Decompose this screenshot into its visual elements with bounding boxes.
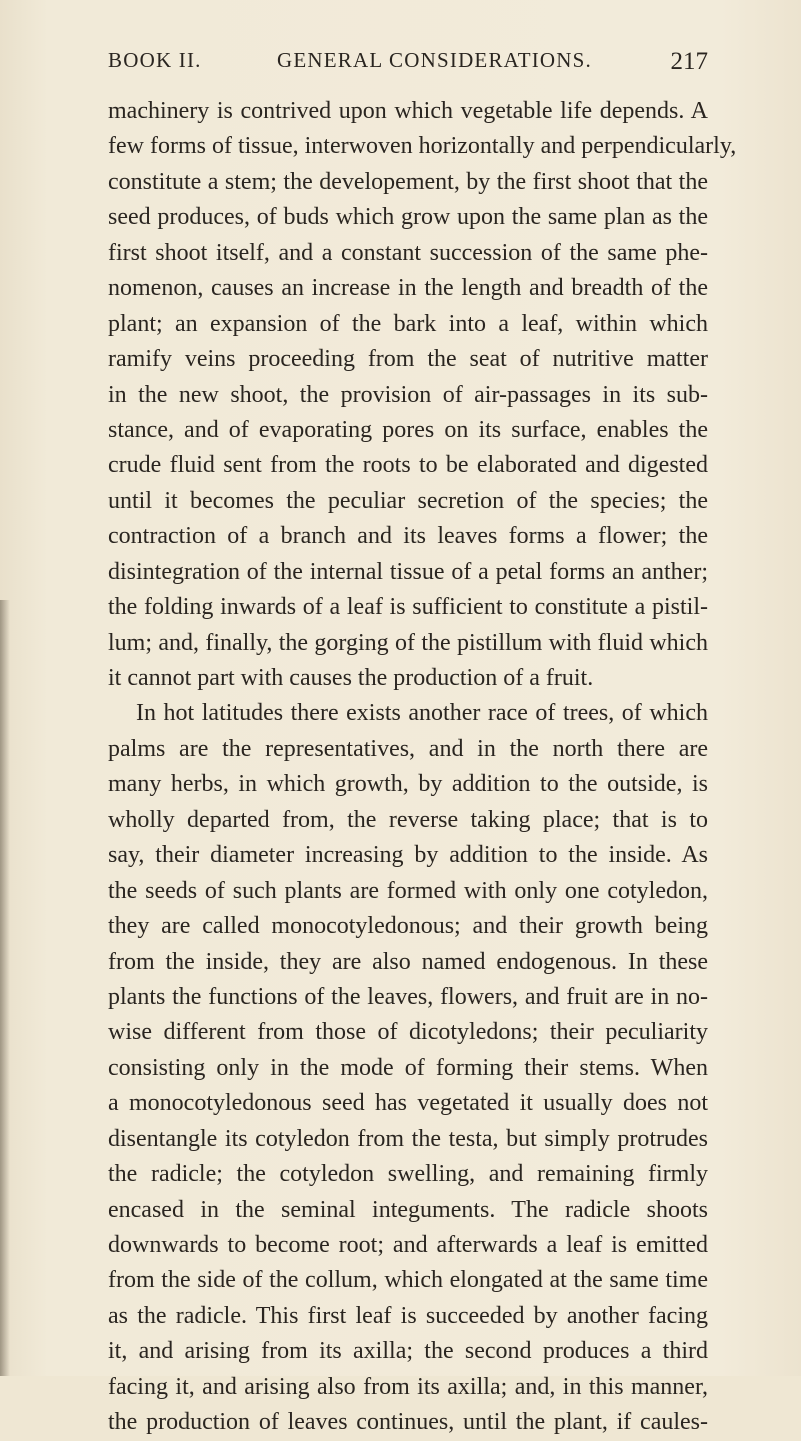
chapter-title: GENERAL CONSIDERATIONS. [277,48,592,72]
text-line: the folding inwards of a leaf is sufficient to constitute a pistil- [108,594,708,621]
text-line: lum; and, finally, the gorging of the pistillum with fluid which [108,629,708,656]
text-line: consisting only in the mode of forming their stems. When [108,1054,708,1081]
text-line: say, their diameter increasing by addition to the inside. As [108,842,708,869]
text-line: it, and arising from its axilla; the second produces a third [108,1338,708,1365]
text-line: plant; an expansion of the bark into a leaf, within which [108,310,708,337]
text-line: seed produces, of buds which grow upon the same plan as the [108,204,708,231]
text-line: the seeds of such plants are formed with only one cotyledon, [108,877,708,904]
text-line: crude fluid sent from the roots to be elaborated and digested [108,452,708,479]
text-line-paragraph-start: In hot latitudes there exists another race of trees, of which [136,700,708,727]
text-line: stance, and of evaporating pores on its surface, enables the [108,416,708,443]
spine-shadow [0,600,10,1376]
text-line: until it becomes the peculiar secretion of the species; the [108,487,708,514]
text-line: the radicle; the cotyledon swelling, and remaining firmly [108,1161,708,1188]
text-line: a monocotyledonous seed has vegetated it usually does not [108,1090,708,1117]
text-line: disintegration of the internal tissue of a petal forms an anther; [108,558,708,585]
text-line: nomenon, causes an increase in the length and breadth of the [108,275,708,302]
book-number: BOOK II. [108,48,202,72]
text-line: plants the functions of the leaves, flowers, and fruit are in no- [108,983,708,1010]
text-line: the production of leaves continues, until the plant, if caules- [108,1409,708,1436]
text-line: disentangle its cotyledon from the testa, but simply protrudes [108,1125,708,1152]
running-head [108,48,708,88]
text-line: they are called monocotyledonous; and their growth being [108,913,708,940]
text-line: wholly departed from, the reverse taking place; that is to [108,806,708,833]
text-line: downwards to become root; and afterwards a leaf is emitted [108,1232,708,1258]
body-text [108,94,737,1441]
text-line: from the side of the collum, which elongated at the same time [108,1267,708,1294]
text-line: in the new shoot, the provision of air-passages in its sub- [108,381,708,408]
text-line: many herbs, in which growth, by addition to the outside, is [108,771,708,798]
text-line: encased in the seminal integuments. The radicle shoots [108,1196,708,1223]
text-line: from the inside, they are also named endogenous. In these [108,948,708,975]
text-line: palms are the representatives, and in the north there are [108,735,708,762]
page-number: 217 [670,48,708,75]
text-line: constitute a stem; the developement, by the first shoot that the [108,168,708,195]
text-line: ramify veins proceeding from the seat of nutritive matter [108,346,708,373]
text-line: contraction of a branch and its leaves forms a flower; the [108,523,708,550]
text-line: few forms of tissue, interwoven horizontally and perpendicularly, [108,133,737,160]
text-line: machinery is contrived upon which vegetable life depends. A [108,98,708,124]
text-line: facing it, and arising also from its axilla; and, in this manner, [108,1373,708,1400]
text-line: first shoot itself, and a constant succession of the same phe- [108,239,708,266]
text-line: as the radicle. This first leaf is succeeded by another facing [108,1302,708,1329]
text-line: wise different from those of dicotyledons; their peculiarity [108,1019,708,1046]
text-line-paragraph-end: it cannot part with causes the production of a fruit. [108,665,594,691]
